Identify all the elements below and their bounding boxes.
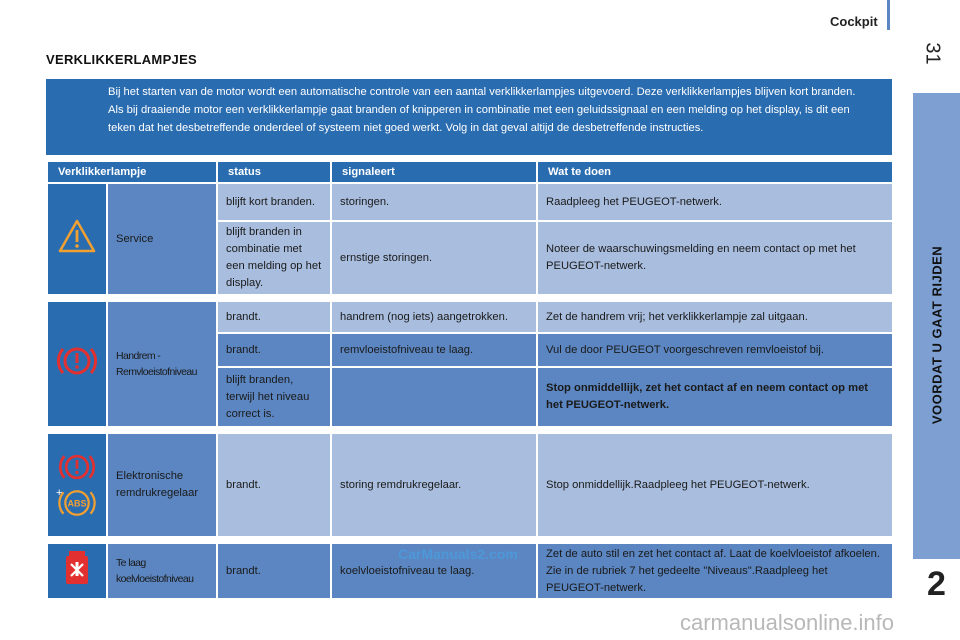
signal-cell: storing remdrukregelaar.: [331, 433, 537, 537]
action-cell: Noteer de waarschuwingsmelding en neem contact op met het PEUGEOT-netwerk.: [537, 221, 893, 295]
lamp-name-coolant: Te laag koelvloeistofniveau: [107, 543, 217, 599]
signal-cell: remvloeistofniveau te laag.: [331, 333, 537, 367]
header-status: status: [217, 161, 331, 183]
status-cell: brandt.: [217, 333, 331, 367]
table-header-row: [47, 161, 893, 183]
signal-cell: koelvloeistofniveau te laag.: [331, 543, 537, 599]
status-cell: blijft branden in combinatie met een melding op het display.: [217, 221, 331, 295]
status-cell: brandt.: [217, 301, 331, 333]
chapter-title: VOORDAT U GAAT RIJDEN: [929, 245, 944, 425]
page-number: 31: [921, 42, 944, 65]
coolant-temperature-icon: [60, 548, 94, 588]
action-cell: Stop onmiddellijk.Raadpleeg het PEUGEOT-netwerk.: [537, 433, 893, 537]
warning-lights-table: [46, 160, 894, 600]
signal-cell: handrem (nog iets) aangetrokken.: [331, 301, 537, 333]
ebd-icons: [48, 449, 106, 521]
lamp-name-handbrake: Handrem - Remvloeistofniveau: [107, 301, 217, 427]
signal-cell: storingen.: [331, 183, 537, 221]
ebd-icon-cell: [47, 433, 107, 537]
header-action: Wat te doen: [537, 161, 893, 183]
signal-cell: [331, 367, 537, 427]
table-row: [47, 301, 893, 333]
header-lamp: Verklikkerlampje: [47, 161, 217, 183]
warning-triangle-icon: [57, 218, 97, 254]
coolant-icon-cell: [47, 543, 107, 599]
signal-cell: ernstige storingen.: [331, 221, 537, 295]
abs-icon: [57, 485, 97, 521]
header-signal: signaleert: [331, 161, 537, 183]
header-divider: [887, 0, 890, 30]
brake-warning-icon: [55, 341, 99, 381]
chapter-title-vertical: [913, 120, 960, 550]
running-header: Cockpit: [830, 14, 878, 29]
lamp-name-service: Service: [107, 183, 217, 295]
lamp-name-ebd: Elektronische remdrukregelaar: [107, 433, 217, 537]
status-cell: blijft kort branden.: [217, 183, 331, 221]
action-cell: Zet de auto stil en zet het contact af. Laat de koelvloeistof afkoelen. Zie in de rubriek 7 het gedeelte "Niveaus".Raadpleeg het PEUGEOT-netwerk.: [537, 543, 893, 599]
intro-box: Bij het starten van de motor wordt een automatische controle van een aantal verklikkerlampjes uitgevoerd. Deze verklikkerlampjes blijven kort branden. Als bij draaiende motor een verklikkerlampje gaat branden of knipperen in combinatie met een geluidssignaal en een melding op het display, is dit een teken dat het desbetreffende onderdeel of systeem niet goed werkt. Volg in dat geval altijd de desbetreffende instructies.: [46, 79, 892, 155]
handbrake-icon-cell: [47, 301, 107, 427]
plus-sign: +: [56, 487, 63, 499]
table-row: [47, 183, 893, 221]
status-cell: brandt.: [217, 433, 331, 537]
abs-icon-label: ABS: [67, 498, 87, 509]
status-cell: brandt.: [217, 543, 331, 599]
action-cell: Vul de door PEUGEOT voorgeschreven remvloeistof bij.: [537, 333, 893, 367]
table-row: [47, 433, 893, 537]
action-cell: Zet de handrem vrij; het verklikkerlampje zal uitgaan.: [537, 301, 893, 333]
brake-warning-icon: [57, 449, 97, 485]
action-cell: Stop onmiddellijk, zet het contact af en neem contact op met het PEUGEOT-netwerk.: [537, 367, 893, 427]
section-title: VERKLIKKERLAMPJES: [46, 52, 198, 67]
chapter-number: 2: [927, 565, 946, 603]
watermark-carmanualsonline: carmanualsonline.info: [680, 610, 895, 635]
watermark-carmanuals2: CarManuals2.com: [398, 546, 518, 562]
action-cell: Raadpleeg het PEUGEOT-netwerk.: [537, 183, 893, 221]
service-icon-cell: [47, 183, 107, 295]
status-cell: blijft branden, terwijl het niveau correct is.: [217, 367, 331, 427]
